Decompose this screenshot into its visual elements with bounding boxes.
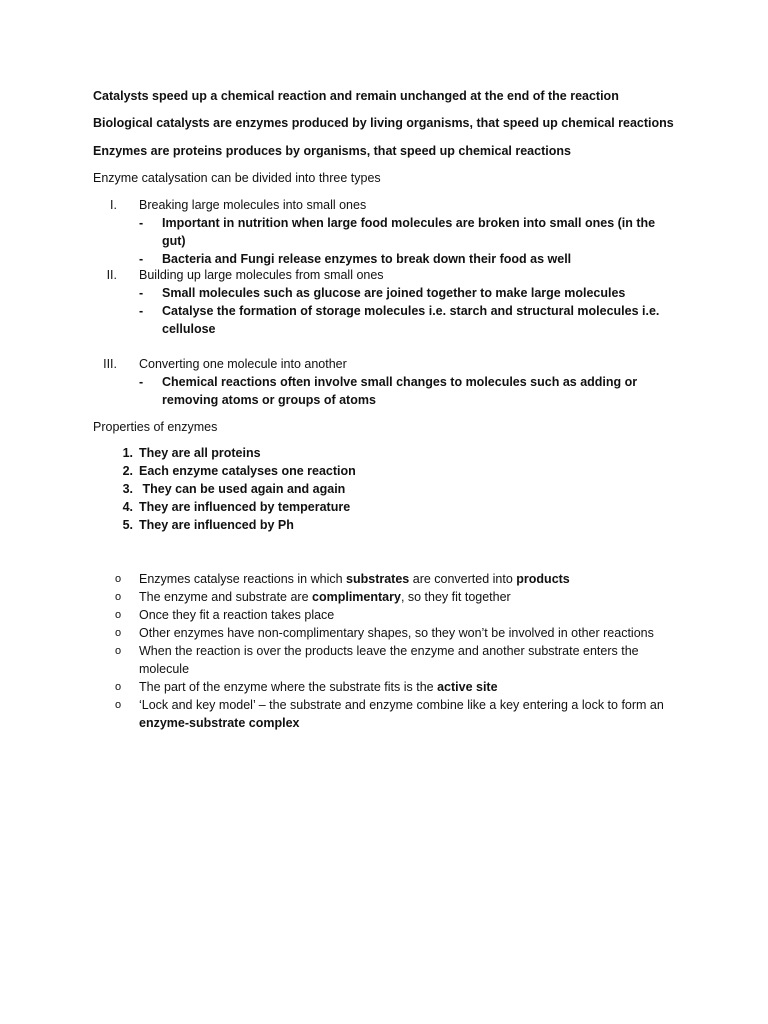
intro-paragraph-4: Enzyme catalysation can be divided into three types — [93, 171, 381, 185]
list-item — [93, 444, 693, 462]
intro-paragraph-2: Biological catalysts are enzymes produced by living organisms, that speed up chemical reactions — [93, 116, 674, 130]
type-point: Catalyse the formation of storage molecules i.e. starch and structural molecules i.e. cellulose — [162, 304, 660, 336]
bullet-marker: o — [115, 609, 122, 621]
list-item — [93, 480, 693, 498]
list-item — [93, 462, 693, 480]
item-text: They are influenced by Ph — [139, 518, 294, 532]
dash-marker: - — [139, 375, 144, 389]
bullet-marker: o — [115, 645, 122, 657]
item-number: 4. — [122, 500, 133, 514]
bullet-text: The part of the enzyme where the substrate fits is the — [139, 680, 438, 694]
list-item — [93, 678, 693, 696]
bullet-text: , so they fit together — [400, 590, 511, 604]
item-number: 2. — [122, 464, 133, 478]
list-item — [93, 570, 693, 588]
mechanism-list — [93, 570, 693, 732]
bullet-marker: o — [115, 591, 122, 603]
bullet-marker: o — [115, 681, 122, 693]
bullet-marker: o — [115, 627, 122, 639]
type-point: Bacteria and Fungi release enzymes to break down their food as well — [162, 252, 572, 266]
bullet-marker: o — [115, 573, 122, 585]
list-item — [93, 588, 693, 606]
list-item — [93, 624, 693, 642]
bullet-text: Other enzymes have non-complimentary shapes, so they won’t be involved in other reactions — [139, 626, 654, 640]
bullet-emphasis: enzyme-substrate complex — [139, 716, 300, 730]
bullet-emphasis: complimentary — [312, 590, 401, 604]
list-item — [93, 498, 693, 516]
item-text: They can be used again and again — [139, 482, 346, 496]
roman-numeral: II. — [106, 268, 117, 282]
type-section-2 — [93, 266, 693, 338]
type-point: Important in nutrition when large food molecules are broken into small ones (in the gut) — [162, 216, 656, 248]
bullet-marker: o — [115, 699, 122, 711]
item-number: 3. — [122, 482, 133, 496]
bullet-text: Enzymes catalyse reactions in which — [139, 572, 347, 586]
type-point: Small molecules such as glucose are joined together to make large molecules — [162, 286, 626, 300]
list-item — [93, 606, 693, 624]
bullet-text: Once they fit a reaction takes place — [139, 608, 335, 622]
roman-numeral: I. — [110, 198, 117, 212]
bullet-text: The enzyme and substrate are — [139, 590, 313, 604]
type-title: Breaking large molecules into small ones — [139, 198, 367, 212]
properties-list — [93, 444, 693, 534]
item-text: They are influenced by temperature — [139, 500, 351, 514]
type-section-3 — [93, 355, 693, 409]
list-item — [93, 516, 693, 534]
type-point: Chemical reactions often involve small changes to molecules such as adding or removing atoms or groups of atoms — [162, 375, 638, 407]
dash-marker: - — [139, 304, 144, 318]
type-title: Building up large molecules from small ones — [139, 268, 384, 282]
bullet-text: When the reaction is over the products leave the enzyme and another substrate enters the molecule — [139, 644, 639, 676]
item-text: They are all proteins — [139, 446, 261, 460]
item-number: 1. — [122, 446, 133, 460]
list-item — [93, 696, 693, 732]
bullet-text: ‘Lock and key model’ – the substrate and enzyme combine like a key entering a lock to form an — [139, 698, 664, 712]
dash-marker: - — [139, 216, 144, 230]
intro-paragraph-1: Catalysts speed up a chemical reaction and remain unchanged at the end of the reaction — [93, 89, 619, 103]
item-text: Each enzyme catalyses one reaction — [139, 464, 356, 478]
properties-heading: Properties of enzymes — [93, 420, 218, 434]
bullet-text: are converted into — [409, 572, 517, 586]
roman-numeral: III. — [103, 357, 117, 371]
item-number: 5. — [122, 518, 133, 532]
dash-marker: - — [139, 252, 144, 266]
intro-paragraph-3: Enzymes are proteins produces by organisms, that speed up chemical reactions — [93, 144, 571, 158]
bullet-emphasis: substrates — [346, 572, 410, 586]
list-item — [93, 642, 693, 678]
bullet-emphasis: active site — [437, 680, 498, 694]
bullet-emphasis: products — [516, 572, 570, 586]
type-title: Converting one molecule into another — [139, 357, 347, 371]
dash-marker: - — [139, 286, 144, 300]
type-section-1 — [93, 196, 693, 268]
